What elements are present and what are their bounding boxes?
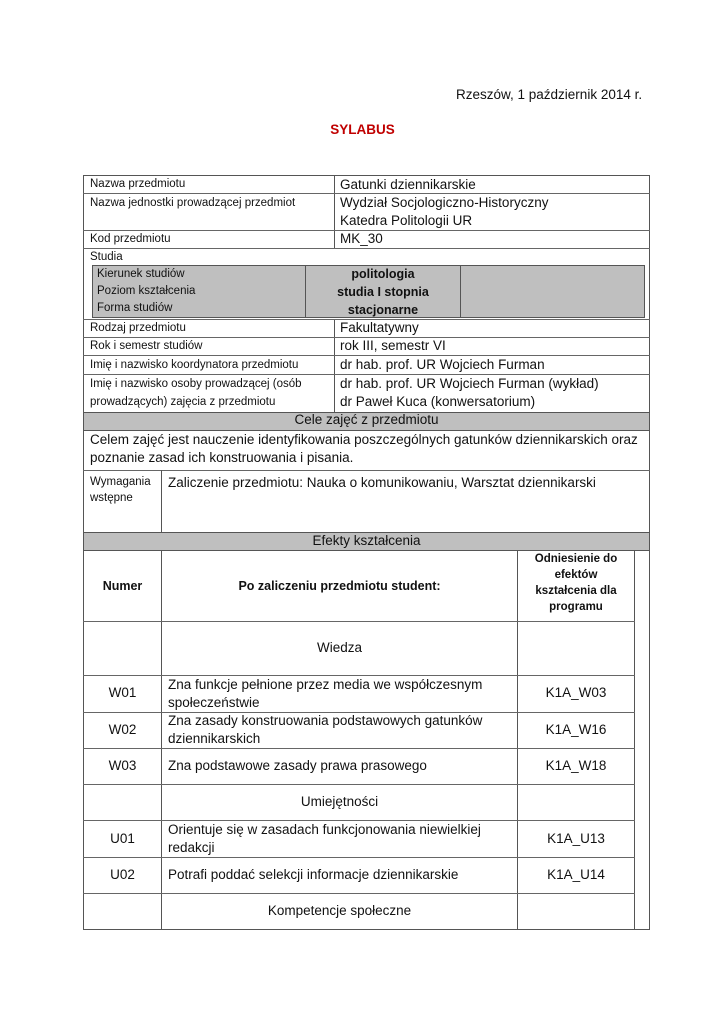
col-odniesienie-1: Odniesienie do bbox=[534, 553, 618, 565]
poziom-value: studia I stopnia bbox=[337, 285, 429, 299]
row-line bbox=[83, 248, 650, 249]
col-odniesienie-4: programu bbox=[549, 601, 603, 613]
row-line bbox=[83, 857, 635, 858]
nazwa-value: Gatunki dziennikarskie bbox=[340, 177, 476, 192]
koordynator-label: Imię i nazwisko koordynatora przedmiotu bbox=[90, 359, 299, 371]
col-numer: Numer bbox=[102, 579, 143, 593]
divider bbox=[161, 470, 162, 532]
row-w01-text-2: społeczeństwie bbox=[168, 695, 260, 710]
row-line bbox=[83, 784, 635, 785]
cele-heading: Cele zajęć z przedmiotu bbox=[294, 412, 439, 427]
kierunek-value: politologia bbox=[351, 267, 415, 281]
row-u02-numer: U02 bbox=[110, 867, 135, 882]
nazwa-label: Nazwa przedmiotu bbox=[90, 178, 186, 190]
forma-value: stacjonarne bbox=[347, 303, 419, 317]
col-student: Po zaliczeniu przedmiotu student: bbox=[238, 579, 441, 593]
section-wiedza: Wiedza bbox=[316, 640, 362, 655]
row-w03-numer: W03 bbox=[108, 758, 137, 773]
wymagania-label-1: Wymagania bbox=[90, 476, 151, 488]
rok-value: rok III, semestr VI bbox=[340, 338, 446, 353]
row-u02-text-1: Potrafi poddać selekcji informacje dziennikarskie bbox=[168, 867, 459, 882]
poziom-label: Poziom kształcenia bbox=[97, 285, 196, 297]
row-w02-text-2: dziennikarskich bbox=[168, 731, 261, 746]
divider bbox=[460, 265, 461, 318]
prowadzacy-value-1: dr hab. prof. UR Wojciech Furman (wykład) bbox=[340, 376, 599, 391]
row-u01-ref: K1A_U13 bbox=[547, 831, 605, 846]
studia-label: Studia bbox=[90, 251, 123, 263]
forma-label: Forma studiów bbox=[97, 302, 173, 314]
rodzaj-label: Rodzaj przedmiotu bbox=[90, 322, 186, 334]
row-u02-ref: K1A_U14 bbox=[547, 867, 605, 882]
wymagania-label-2: wstępne bbox=[90, 492, 133, 504]
col-odniesienie-3: kształcenia dla bbox=[535, 585, 617, 597]
row-w01-ref: K1A_W03 bbox=[545, 685, 607, 700]
row-u01-text-1: Orientuje się w zasadach funkcjonowania niewielkiej bbox=[168, 822, 481, 837]
prowadzacy-label-2: prowadzących) zajęcia z przedmiotu bbox=[90, 396, 276, 408]
row-w02-text-1: Zna zasady konstruowania podstawowych gatunków bbox=[168, 713, 483, 728]
kod-value: MK_30 bbox=[340, 231, 383, 246]
row-w03-text-1: Zna podstawowe zasady prawa prasowego bbox=[168, 758, 427, 773]
section-umiejetnosci: Umiejętności bbox=[300, 794, 379, 809]
koordynator-value: dr hab. prof. UR Wojciech Furman bbox=[340, 357, 545, 372]
rodzaj-value: Fakultatywny bbox=[340, 320, 419, 335]
row-u01-text-2: redakcji bbox=[168, 840, 215, 855]
row-line bbox=[83, 748, 635, 749]
kierunek-label: Kierunek studiów bbox=[97, 268, 185, 280]
jednostka-value-1: Wydział Socjologiczno-Historyczny bbox=[340, 195, 549, 210]
jednostka-label: Nazwa jednostki prowadzącej przedmiot bbox=[90, 197, 296, 209]
row-w03-ref: K1A_W18 bbox=[545, 758, 607, 773]
divider bbox=[634, 550, 635, 930]
section-kompetencje: Kompetencje społeczne bbox=[267, 903, 412, 918]
row-u01-numer: U01 bbox=[110, 831, 135, 846]
divider bbox=[161, 550, 162, 930]
row-line bbox=[83, 621, 635, 622]
col-odniesienie-2: efektów bbox=[554, 569, 598, 581]
jednostka-value-2: Katedra Politologii UR bbox=[340, 213, 473, 228]
row-line bbox=[83, 893, 635, 894]
rok-label: Rok i semestr studiów bbox=[90, 340, 203, 352]
row-w01-text-1: Zna funkcje pełnione przez media we współczesnym bbox=[168, 677, 483, 692]
efekty-heading: Efekty kształcenia bbox=[312, 533, 421, 548]
divider bbox=[334, 319, 335, 412]
row-w02-ref: K1A_W16 bbox=[545, 722, 607, 737]
divider bbox=[334, 175, 335, 249]
kod-label: Kod przedmiotu bbox=[90, 233, 171, 245]
row-w01-numer: W01 bbox=[108, 685, 137, 700]
document-title: SYLABUS bbox=[330, 122, 395, 137]
wymagania-value: Zaliczenie przedmiotu: Nauka o komunikowaniu, Warsztat dziennikarski bbox=[168, 475, 596, 490]
row-line bbox=[83, 470, 650, 471]
prowadzacy-value-2: dr Paweł Kuca (konwersatorium) bbox=[340, 394, 536, 409]
prowadzacy-label-1: Imię i nazwisko osoby prowadzącej (osób bbox=[90, 378, 302, 390]
cele-text-2: poznanie zasad ich konstruowania i pisania. bbox=[90, 450, 354, 465]
row-w02-numer: W02 bbox=[108, 722, 137, 737]
document-date: Rzeszów, 1 październik 2014 r. bbox=[456, 87, 643, 102]
cele-text-1: Celem zajęć jest nauczenie identyfikowania poszczególnych gatunków dziennikarskich oraz bbox=[90, 432, 638, 447]
